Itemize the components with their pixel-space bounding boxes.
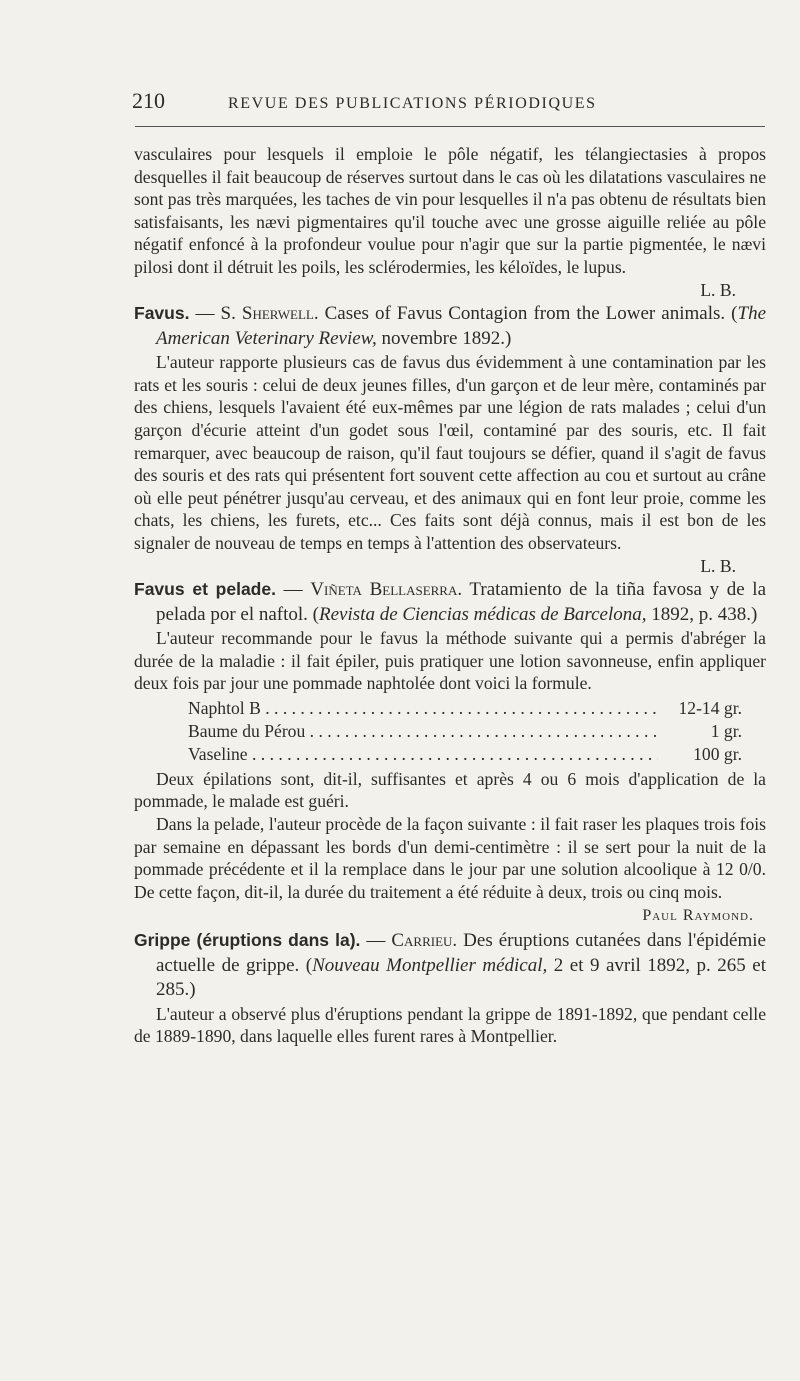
article-paragraph: Deux épilations sont, dit-il, suffisantes et après 4 ou 6 mois d'application de la pommade, le malade est guéri. [134, 768, 766, 812]
formula-quantity: 12-14 gr. [678, 697, 742, 718]
article-title-grippe [134, 928, 766, 1003]
article-signature: L. B. [700, 555, 736, 576]
article-title-text: Tratamiento de la tiña favosa y de la pelada por el naftol. ( [156, 579, 767, 625]
article-journal: Nouveau Montpellier médical, [312, 954, 548, 976]
formula-ingredient: Naphtol B . . . [188, 697, 658, 720]
article-author: Carrieu. [391, 930, 458, 952]
article-reference: 1892, p. 438.) [646, 603, 758, 625]
article-author: S. Sherwell. [220, 303, 319, 325]
article-paragraph: L'auteur recommande pour le favus la méthode suivante qui a permis d'abréger la durée de la maladie : il fait épiler, puis pratiquer une lotion savonneuse, enfin appliquer deux fois par jour une pommade naphtolée dont voici la formule. [134, 628, 766, 694]
article-title-text: Des éruptions cutanées dans l'épidémie actuelle de grippe. ( [156, 930, 766, 976]
article-keyword: Favus et pelade. [134, 579, 276, 600]
formula-quantity: 1 gr. [710, 720, 742, 741]
formula-row [188, 720, 742, 743]
article-paragraph: L'auteur rapporte plusieurs cas de favus dus évidemment à une contamination par les rats et les souris : celui de deux jeunes filles, d'un garçon et de leur mère, contaminés par des chiens, lesquels l'avaient été eux-mêmes par une légion de rats malades ; celui d'un garçon d'écurie atteint d'un godet sous l'œil, contaminé par des souris, etc. Il fait remarquer, avec beaucoup de raison, qu'il faut toujours se défier, quand il s'agit de favus des souris et des rats qui présentent fort souvent cette affection au cou et surtout au crâne où elle peut pénétrer jusqu'au cerveau, et des animaux qui en font leur proie, comme les chats, les chiens, les furets, etc... Ces faits sont déjà connus, mais il est bon de les signaler de nouveau de temps en temps à l'attention des observateurs. [134, 352, 766, 553]
article-journal: Revista de Ciencias médicas de Barcelona, [319, 603, 647, 625]
article-paragraph: L'auteur a observé plus d'éruptions pendant la grippe de 1891-1892, que pendant celle de 1889-1890, dans laquelle elles furent rares à Montpellier. [134, 1003, 766, 1047]
article-reference: novembre 1892.) [376, 327, 512, 349]
formula-ingredient: Baume du Pérou . . . [188, 720, 658, 743]
running-title: REVUE DES PUBLICATIONS PÉRIODIQUES [228, 95, 597, 112]
article-keyword: Favus. [134, 303, 190, 324]
header-rule [135, 126, 765, 127]
intro-signature: L. B. [700, 279, 736, 300]
page-header [132, 88, 766, 114]
title-dash: — [360, 930, 392, 952]
article-title-text: Cases of Favus Contagion from the Lower animals. ( [318, 303, 738, 325]
page-number: 210 [132, 88, 165, 113]
article-journal: The American Veterinary Review, [156, 303, 767, 349]
article-signature: Paul Raymond. [642, 907, 754, 925]
article-paragraph: Dans la pelade, l'auteur procède de la façon suivante : il fait raser les plaques trois fois par semaine en dépassant les bords d'un demi-centimètre : il se sert pour la nuit de la pommade précédente et il la remplace dans le jour par une solution alcoolique à 12 0/0. De cette façon, dit-il, la durée du traitement a été réduite à deux, trois ou cinq mois. [134, 814, 766, 902]
article-keyword: Grippe (éruptions dans la). [134, 930, 361, 951]
formula-quantity: 100 gr. [693, 743, 742, 764]
formula-row [188, 697, 742, 720]
article-reference: 2 et 9 avril 1892, p. 265 et 285.) [156, 954, 766, 1001]
article-title-favus [134, 301, 766, 351]
formula-table [188, 697, 742, 766]
article-title-favus-pelade [134, 577, 766, 627]
title-dash: — [189, 303, 221, 325]
formula-ingredient: Vaseline . . . [188, 743, 658, 766]
article-author: Viñeta Bellaserra. [310, 579, 463, 601]
formula-row [188, 743, 742, 766]
title-dash: — [275, 579, 311, 601]
intro-paragraph: vasculaires pour lesquels il emploie le pôle négatif, les télangiectasies à propos desquelles il fait beaucoup de réserves surtout dans le cas où les dilatations vasculaires ne sont pas très marquées, les taches de vin pour lesquelles il n'a pas obtenu de résultats bien satisfaisants, les nævi pigmentaires qu'il touche avec une grosse aiguille reliée au pôle négatif enfoncé à la profondeur voulue pour n'agir que sur la partie pigmentée, le nævi pilosi dont il détruit les poils, les sclérodermies, les kéloïdes, le lupus. [134, 144, 766, 277]
page-body [134, 143, 766, 1048]
